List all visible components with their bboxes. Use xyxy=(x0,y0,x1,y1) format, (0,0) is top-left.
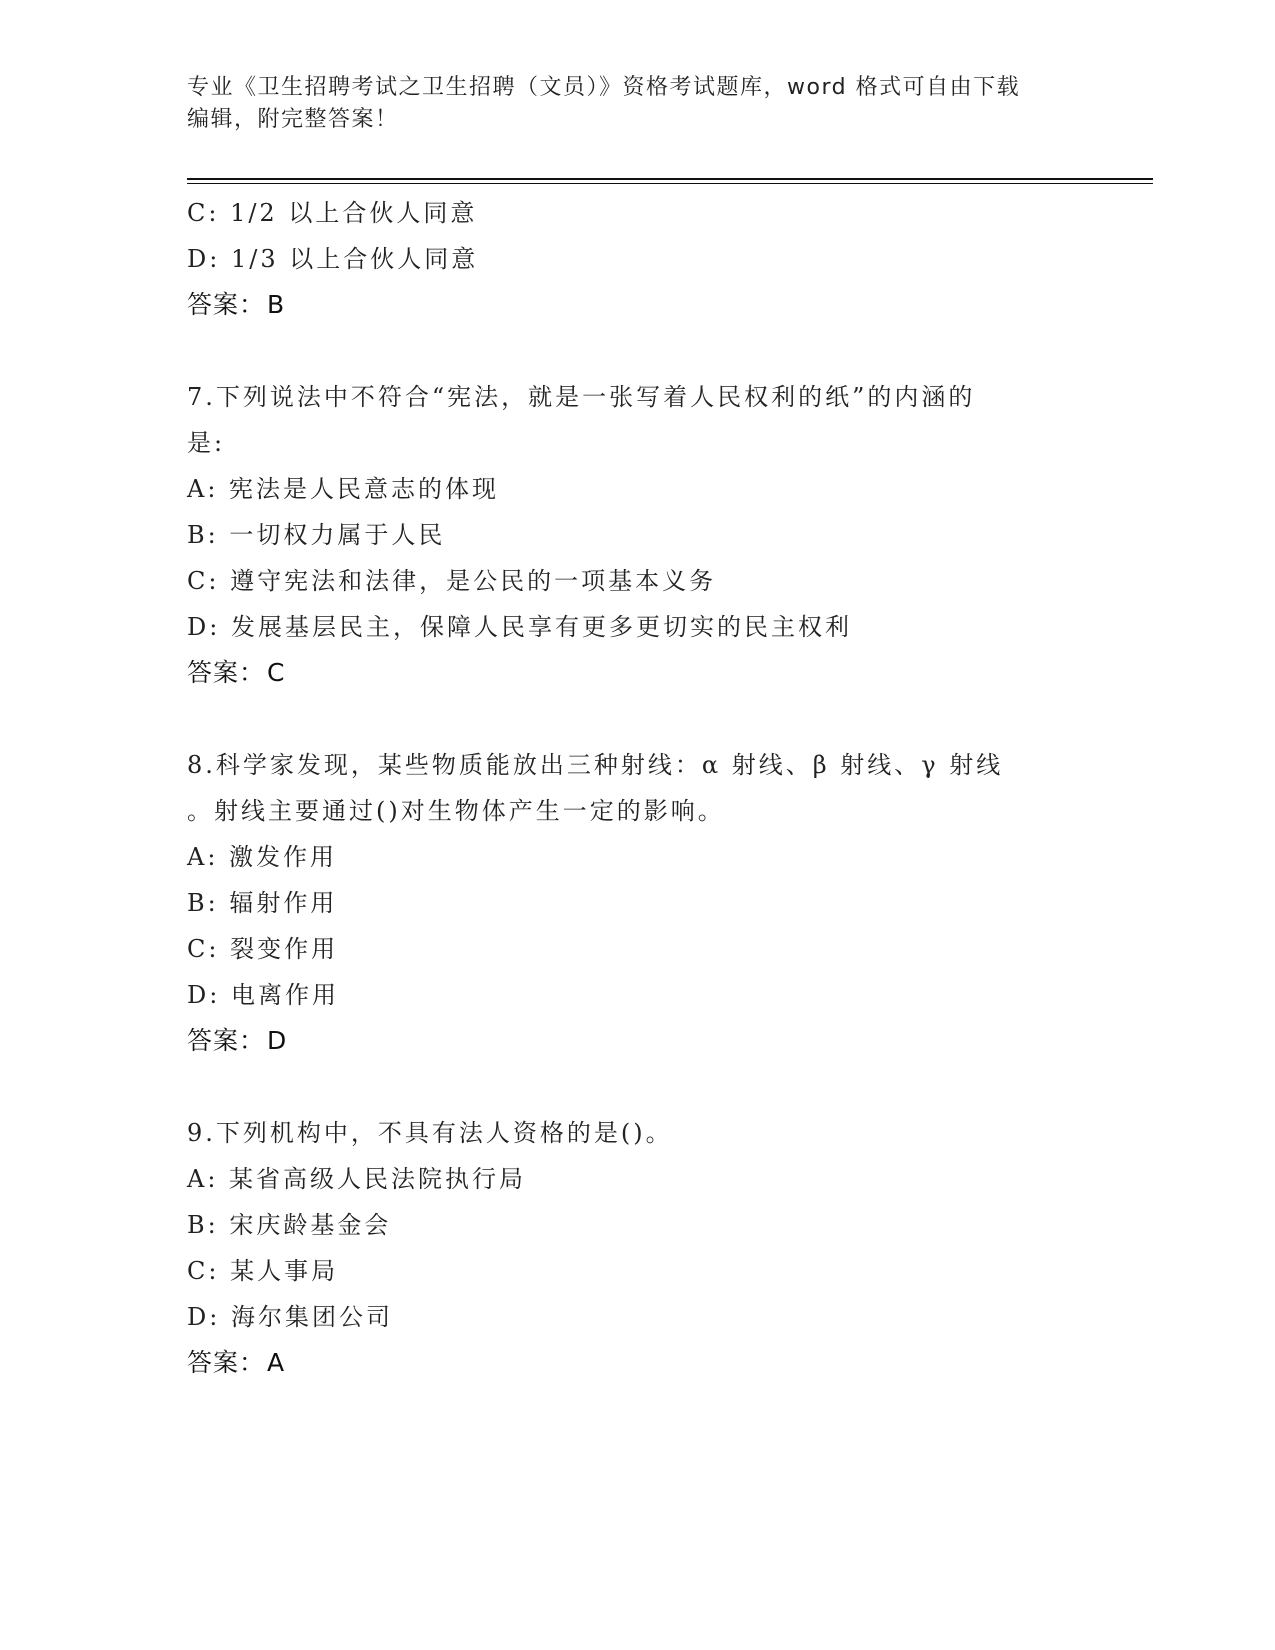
option-d: D: 海尔集团公司 xyxy=(187,1303,393,1331)
document-header xyxy=(187,72,1067,136)
answer-line xyxy=(187,282,1087,328)
answer-value: D xyxy=(267,1026,288,1055)
option-d: D: 1/3 以上合伙人同意 xyxy=(187,245,479,273)
question-text-line-2: 。射线主要通过()对生物体产生一定的影响。 xyxy=(187,797,725,825)
option-a: A: 激发作用 xyxy=(187,843,338,871)
answer-value: C xyxy=(267,658,286,687)
answer-value: B xyxy=(267,290,286,319)
option-a: A: 某省高级人民法院执行局 xyxy=(187,1165,527,1193)
answer-line xyxy=(187,650,1087,696)
carryover-block xyxy=(187,190,1087,328)
option-b: B: 辐射作用 xyxy=(187,889,338,917)
answer-label: 答案： xyxy=(187,1348,266,1377)
question-text-line-2: 是: xyxy=(187,429,226,457)
question-text-line-1: 8.科学家发现，某些物质能放出三种射线：α 射线、β 射线、γ 射线 xyxy=(187,751,1004,779)
question-content xyxy=(187,190,1087,1432)
answer-label: 答案： xyxy=(187,290,266,319)
option-d: D: 发展基层民主，保障人民享有更多更切实的民主权利 xyxy=(187,613,852,641)
option-c: C: 某人事局 xyxy=(187,1257,339,1285)
option-c: C: 1/2 以上合伙人同意 xyxy=(187,199,478,227)
header-line-1: 专业《卫生招聘考试之卫生招聘（文员）》资格考试题库，word 格式可自由下载 xyxy=(187,75,1021,100)
answer-label: 答案： xyxy=(187,1026,266,1055)
option-c: C: 遵守宪法和法律，是公民的一项基本义务 xyxy=(187,567,717,595)
header-line-2: 编辑，附完整答案！ xyxy=(187,107,399,132)
answer-label: 答案： xyxy=(187,658,266,687)
header-divider-top xyxy=(187,178,1153,180)
header-divider-bottom xyxy=(187,183,1153,184)
option-b: B: 一切权力属于人民 xyxy=(187,521,446,549)
option-b: B: 宋庆龄基金会 xyxy=(187,1211,392,1239)
answer-value: A xyxy=(267,1348,286,1377)
option-c: C: 裂变作用 xyxy=(187,935,339,963)
question-text-line-1: 7.下列说法中不符合“宪法，就是一张写着人民权利的纸”的内涵的 xyxy=(187,383,976,411)
question-7 xyxy=(187,374,1087,696)
option-d: D: 电离作用 xyxy=(187,981,339,1009)
answer-line xyxy=(187,1340,1087,1386)
question-9 xyxy=(187,1110,1087,1386)
question-8 xyxy=(187,742,1087,1064)
option-a: A: 宪法是人民意志的体现 xyxy=(187,475,500,503)
answer-line xyxy=(187,1018,1087,1064)
question-text-line-1: 9.下列机构中，不具有法人资格的是()。 xyxy=(187,1119,673,1147)
